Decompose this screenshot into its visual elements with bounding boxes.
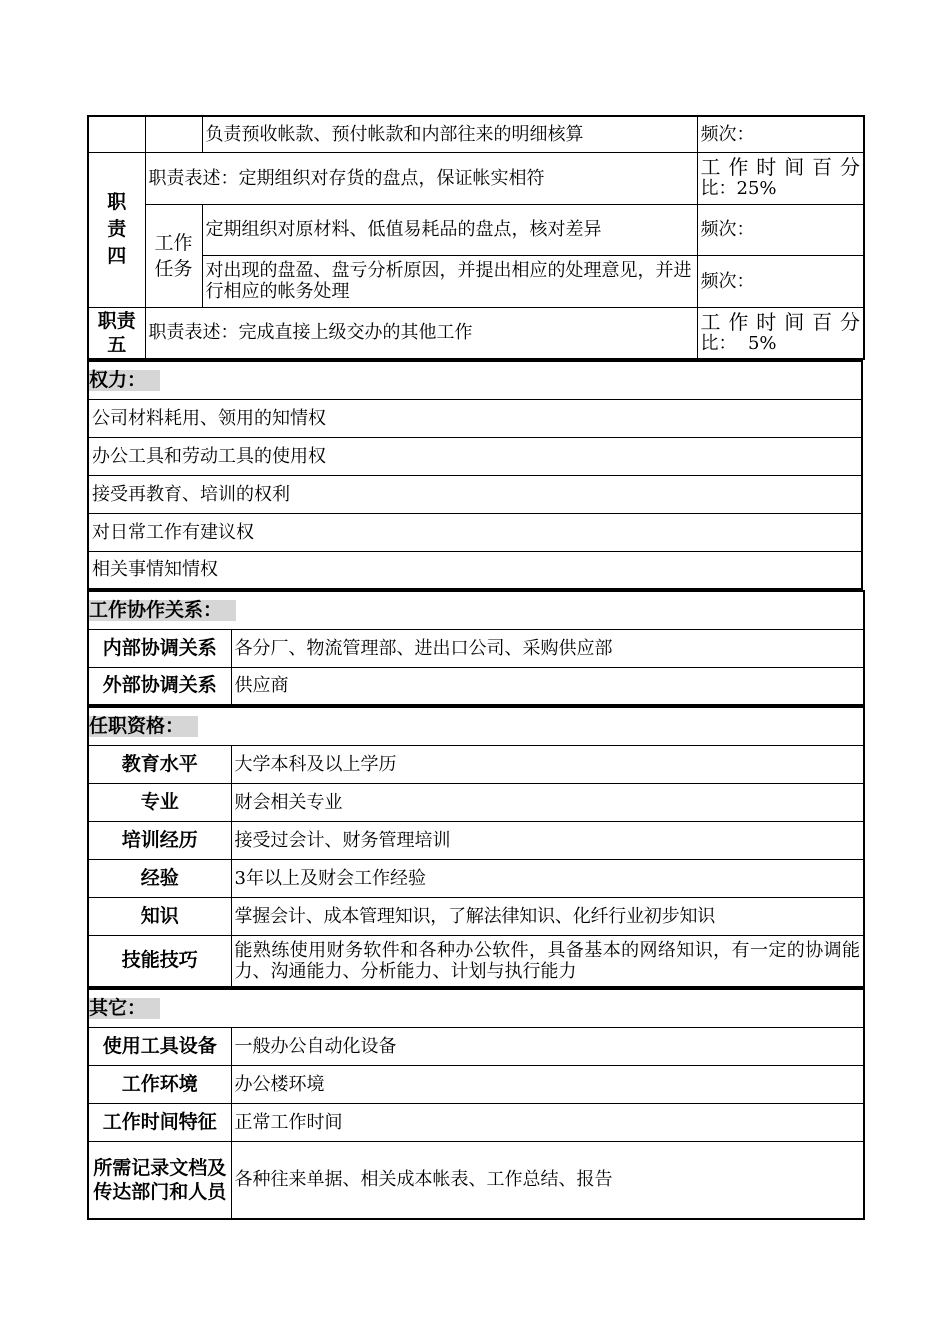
other-value: 办公楼环境: [231, 1065, 864, 1103]
powers-header: 权力：: [89, 370, 160, 391]
duty4-statement: 职责表述：定期组织对存货的盘点，保证帐实相符: [145, 152, 697, 204]
other-header-row: [88, 989, 864, 1027]
qualification-row: [88, 821, 864, 859]
qualification-value: 大学本科及以上学历: [231, 745, 864, 783]
duty5-time-percent-line1: 工作时间百分: [700, 309, 860, 334]
task-label-cell: [145, 116, 202, 152]
duty4-title-text: 职责四: [107, 191, 127, 267]
qualifications-table: [87, 706, 865, 988]
qualification-value: 接受过会计、财务管理培训: [231, 821, 864, 859]
qualification-label: 知识: [88, 897, 231, 935]
duty4-task-label-text: 工作任务: [154, 231, 193, 280]
other-label: 所需记录文档及传达部门和人员: [88, 1141, 231, 1219]
qualification-value: 财会相关专业: [231, 783, 864, 821]
duty4-task-2-frequency: 频次：: [697, 255, 864, 307]
duty5-time-percent: [697, 307, 864, 359]
qualifications-header-row: [88, 707, 864, 745]
qualification-value: 3年以上及财会工作经验: [231, 859, 864, 897]
task-frequency: 频次：: [697, 116, 864, 152]
duty4-time-percent-line2: 比：25%: [700, 178, 777, 199]
other-label: 工作环境: [88, 1065, 231, 1103]
qualification-label: 教育水平: [88, 745, 231, 783]
power-item-text: 相关事情知情权: [88, 551, 862, 589]
qualification-label: 专业: [88, 783, 231, 821]
other-row: [88, 1103, 864, 1141]
qualification-row: [88, 745, 864, 783]
duty4-task-1: 定期组织对原材料、低值易耗品的盘点，核对差异: [202, 204, 697, 255]
other-value: 一般办公自动化设备: [231, 1027, 864, 1065]
duty4-task-2: 对出现的盘盈、盘亏分析原因，并提出相应的处理意见，并进行相应的帐务处理: [202, 255, 697, 307]
relation-value: 各分厂、物流管理部、进出口公司、采购供应部: [231, 629, 864, 667]
other-row: [88, 1141, 864, 1219]
relation-value: 供应商: [231, 667, 864, 705]
relations-header-row: [88, 591, 864, 629]
duties-table: [87, 115, 865, 360]
duty4-task-row-2: [88, 255, 864, 307]
power-item-text: 接受再教育、培训的权利: [88, 475, 862, 513]
relations-table: [87, 590, 865, 706]
other-header: 其它：: [89, 998, 160, 1019]
duty5-title: [88, 307, 145, 359]
duty-task-row: [88, 116, 864, 152]
qualification-row: [88, 935, 864, 987]
power-item: [88, 399, 862, 437]
other-value: 各种往来单据、相关成本帐表、工作总结、报告: [231, 1141, 864, 1219]
job-description-document: [87, 115, 863, 1220]
duty4-task-label: [145, 204, 202, 307]
duty5-statement: 职责表述：完成直接上级交办的其他工作: [145, 307, 697, 359]
power-item: [88, 475, 862, 513]
other-label: 工作时间特征: [88, 1103, 231, 1141]
relation-row: [88, 629, 864, 667]
qualification-row: [88, 859, 864, 897]
relations-header: 工作协作关系：: [89, 600, 236, 621]
other-row: [88, 1027, 864, 1065]
qualification-label: 经验: [88, 859, 231, 897]
relation-row: [88, 667, 864, 705]
relation-label: 内部协调关系: [88, 629, 231, 667]
qualification-value: 掌握会计、成本管理知识，了解法律知识、化纤行业初步知识: [231, 897, 864, 935]
powers-header-row: [88, 361, 862, 399]
power-item: [88, 551, 862, 589]
powers-table: [87, 360, 863, 590]
qualification-label: 技能技巧: [88, 935, 231, 987]
power-item-text: 办公工具和劳动工具的使用权: [88, 437, 862, 475]
duty5-time-percent-line2: 比： 5%: [700, 332, 777, 354]
duty5-statement-row: [88, 307, 864, 359]
duty5-title-text: 职责五: [97, 309, 136, 356]
power-item: [88, 513, 862, 551]
duty4-title: [88, 152, 145, 307]
power-item-text: 对日常工作有建议权: [88, 513, 862, 551]
qualification-label: 培训经历: [88, 821, 231, 859]
other-table: [87, 988, 865, 1220]
duty4-time-percent-line1: 工作时间百分: [700, 155, 860, 179]
power-item: [88, 437, 862, 475]
duty4-task-1-frequency: 频次：: [697, 204, 864, 255]
duty-title-cell: [88, 116, 145, 152]
other-label: 使用工具设备: [88, 1027, 231, 1065]
qualification-row: [88, 897, 864, 935]
power-item-text: 公司材料耗用、领用的知情权: [88, 399, 862, 437]
task-text: 负责预收帐款、预付帐款和内部往来的明细核算: [202, 116, 697, 152]
relation-label: 外部协调关系: [88, 667, 231, 705]
other-value: 正常工作时间: [231, 1103, 864, 1141]
other-row: [88, 1065, 864, 1103]
duty4-statement-row: [88, 152, 864, 204]
qualifications-header: 任职资格：: [89, 716, 198, 737]
duty4-time-percent: [697, 152, 864, 204]
qualification-value: 能熟练使用财务软件和各种办公软件，具备基本的网络知识，有一定的协调能力、沟通能力、分析能力、计划与执行能力: [231, 935, 864, 987]
duty4-task-row-1: [88, 204, 864, 255]
qualification-row: [88, 783, 864, 821]
